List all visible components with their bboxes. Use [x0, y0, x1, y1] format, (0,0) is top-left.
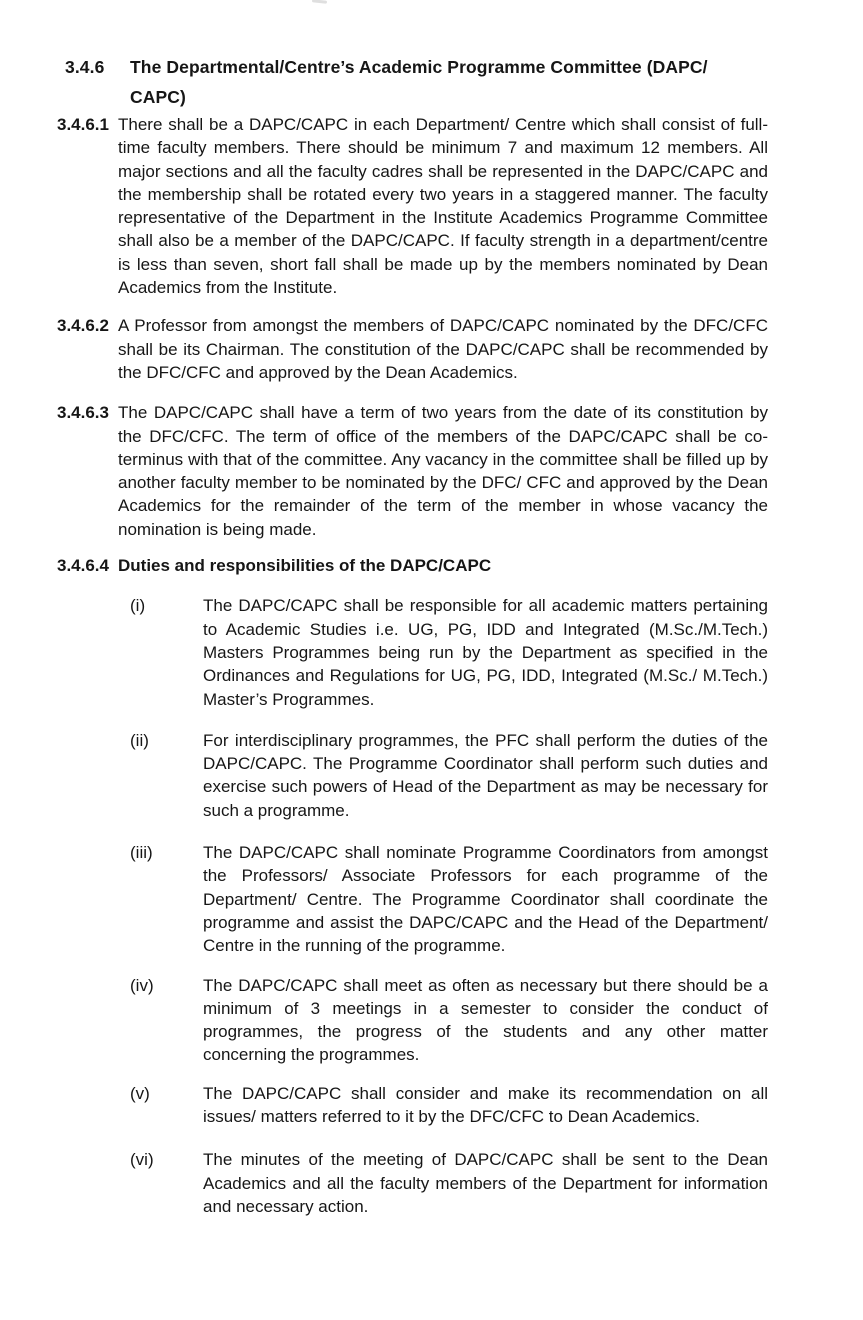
- clause-number: 3.4.6.1: [57, 115, 109, 134]
- clause-text: A Professor from amongst the members of DAPC/CAPC nominated by the DFC/CFC shall be its Chairman. The constitution of the DAPC/CAPC shall be recommended by the DFC/CFC and approved by the Dean Academics.: [118, 316, 768, 382]
- duty-item-v: [130, 1082, 863, 1129]
- duties-number: 3.4.6.4: [57, 556, 109, 576]
- clause-number: 3.4.6.3: [57, 403, 109, 423]
- section-title: The Departmental/Centre’s Academic Programme Committee (DAPC/ CAPC): [130, 57, 708, 107]
- clause-3-4-6-2: [57, 314, 863, 384]
- section-number: 3.4.6: [65, 57, 105, 77]
- duty-marker: (vi): [130, 1150, 154, 1170]
- duty-item-ii: [130, 729, 863, 822]
- duty-item-iii: [130, 841, 863, 957]
- duty-text: For interdisciplinary programmes, the PFC shall perform the duties of the DAPC/CAPC. The Programme Coordinator shall perform such duties and exercise such powers of Head of the Department as may be necessary for such a programme.: [203, 730, 768, 820]
- duty-marker: (iv): [130, 975, 154, 995]
- duty-item-i: [130, 594, 863, 710]
- section-heading: [65, 52, 863, 112]
- scan-artifact: [312, 0, 327, 4]
- duty-item-vi: [130, 1148, 863, 1218]
- duties-heading: [57, 554, 863, 577]
- clause-text: There shall be a DAPC/CAPC in each Department/ Centre which shall consist of full-time faculty members. There should be minimum 7 and maximum 12 members. All major sections and all the faculty cadres shall be represented in the DAPC/CAPC and the membership shall be rotated every two years in a staggered manner. The faculty representative of the Department in the Institute Academics Programme Committee shall also be a member of the DAPC/CAPC. If faculty strength in a department/centre is less than seven, short fall shall be made up by the members nominated by Dean Academics from the Institute.: [118, 115, 768, 298]
- duty-text: The DAPC/CAPC shall consider and make its recommendation on all issues/ matters referred to it by the DFC/CFC to Dean Academics.: [203, 1083, 768, 1126]
- duty-marker: (i): [130, 596, 146, 616]
- clause-text: The DAPC/CAPC shall have a term of two years from the date of its constitution by the DFC/CFC. The term of office of the members of the DAPC/CAPC shall be co-terminus with that of the committee. Any vacancy in the committee shall be filled up by another faculty member to be nominated by the DFC/ CFC and approved by the Dean Academics for the remainder of the term of the member in whose vacancy the nomination is being made.: [118, 403, 768, 539]
- duty-text: The minutes of the meeting of DAPC/CAPC shall be sent to the Dean Academics and all the faculty members of the Department for information and necessary action.: [203, 1150, 768, 1216]
- clause-3-4-6-1: [57, 113, 863, 299]
- duty-marker: (ii): [130, 730, 149, 750]
- duty-item-iv: [130, 974, 863, 1067]
- clause-number: 3.4.6.2: [57, 316, 109, 336]
- clause-3-4-6-3: [57, 401, 863, 541]
- duty-marker: (iii): [130, 843, 153, 863]
- duty-text: The DAPC/CAPC shall nominate Programme Coordinators from amongst the Professors/ Associate Professors for each programme of the Department/ Centre. The Programme Coordinator shall coordinate the programme and assist the DAPC/CAPC and the Head of the Department/ Centre in the running of the programme.: [203, 843, 768, 956]
- duty-text: The DAPC/CAPC shall meet as often as necessary but there should be a minimum of 3 meetings in a semester to consider the conduct of programmes, the progress of the students and any other matter concerning the programmes.: [203, 975, 768, 1065]
- duty-marker: (v): [130, 1083, 150, 1103]
- duties-title: Duties and responsibilities of the DAPC/CAPC: [118, 556, 492, 576]
- duty-text: The DAPC/CAPC shall be responsible for all academic matters pertaining to Academic Studies i.e. UG, PG, IDD and Integrated (M.Sc./M.Tech.) Masters Programmes being run by the Department as specified in the Ordinances and Regulations for UG, PG, IDD, Integrated (M.Sc./ M.Tech.) Master’s Programmes.: [203, 596, 768, 709]
